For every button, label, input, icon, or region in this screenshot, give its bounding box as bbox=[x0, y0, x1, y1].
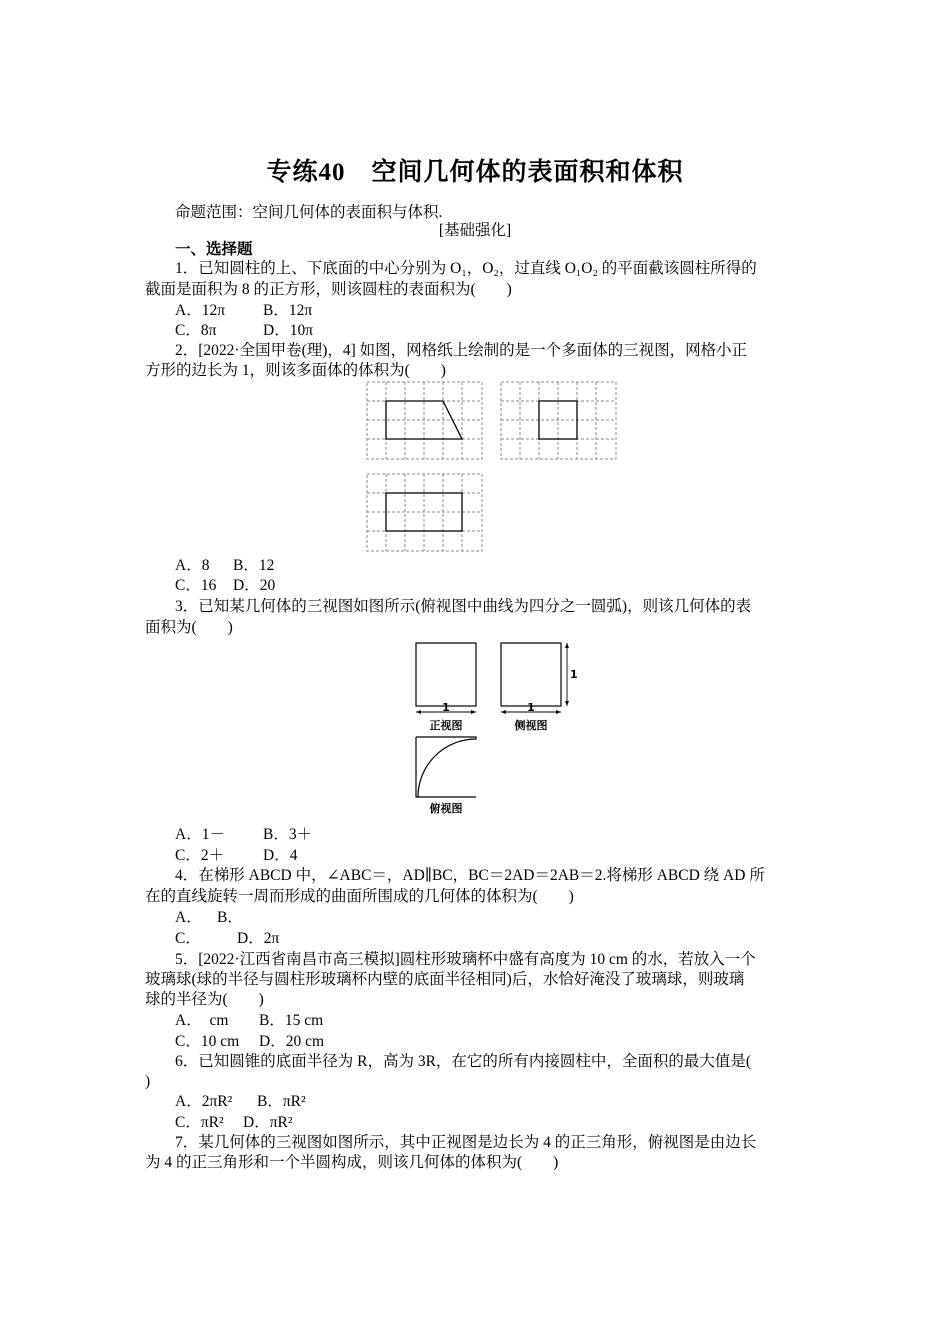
q1-option-a: A．12π bbox=[175, 302, 226, 319]
q1-option-c: C．8π bbox=[175, 322, 217, 339]
q3-option-c: C．2＋ bbox=[175, 847, 225, 864]
q7-line2: 为 4 的正三角形和一个半圆构成，则该几何体的体积为( ) bbox=[145, 1154, 559, 1171]
q2-side-view bbox=[501, 382, 616, 459]
q5-option-b: B．15 cm bbox=[259, 1012, 324, 1029]
q4-options-row1 bbox=[175, 908, 840, 928]
q6-option-a: A．2πR² bbox=[175, 1093, 233, 1110]
q2-front-view bbox=[367, 382, 482, 459]
q2-line1: 2．[2022·全国甲卷(理)，4] 如图，网格纸上绘制的是一个多面体的三视图，网格小正 bbox=[175, 342, 748, 359]
q6-option-b: B．πR² bbox=[257, 1093, 306, 1110]
q3-option-a: A．1－ bbox=[175, 826, 225, 843]
q5-options-row2 bbox=[175, 1032, 840, 1052]
q2-option-d: D．20 bbox=[233, 577, 276, 594]
q4-options-row2 bbox=[175, 929, 840, 949]
q7-line1: 7．某几何体的三视图如图所示，其中正视图是边长为 4 的正三角形，俯视图是由边长 bbox=[175, 1134, 757, 1151]
q1-options-row1 bbox=[175, 301, 840, 321]
page-title: 专练40 空间几何体的表面积和体积 bbox=[266, 159, 684, 186]
q2-line2: 方形的边长为 1，则该多面体的体积为( ) bbox=[145, 362, 446, 379]
q4-option-b: B． bbox=[217, 909, 243, 926]
q3-front-view bbox=[416, 643, 476, 732]
q3-top-label: 俯视图 bbox=[429, 802, 463, 815]
q3-front-dimension: 1 bbox=[442, 701, 450, 714]
q1-line1: 1．已知圆柱的上、下底面的中心分别为 O₁，O₂，过直线 O₁O₂ 的平面截该圆柱所得的 bbox=[175, 260, 757, 277]
q6-options-row2 bbox=[175, 1113, 840, 1133]
q5-option-c: C．10 cm bbox=[175, 1033, 240, 1050]
scope-label: 命题范围： bbox=[175, 204, 253, 221]
q2-top-view bbox=[367, 474, 482, 551]
q3-side-label: 侧视图 bbox=[514, 719, 548, 732]
q1-options-row2 bbox=[175, 321, 840, 341]
q5-options-row1 bbox=[175, 1011, 840, 1031]
q2-option-c: C．16 bbox=[175, 577, 217, 594]
q6-options-row1 bbox=[175, 1092, 840, 1112]
q3-height-dimension: 1 bbox=[570, 668, 578, 681]
section-heading: 一、选择题 bbox=[175, 241, 253, 258]
q1-line2: 截面是面积为 8 的正方形，则该圆柱的表面积为( ) bbox=[145, 281, 512, 298]
q5-option-a: A． cm bbox=[175, 1012, 229, 1029]
scope-text: 空间几何体的表面积与体积. bbox=[252, 204, 443, 221]
q6-option-c: C．πR² bbox=[175, 1114, 224, 1131]
q5-line1: 5．[2022·江西省南昌市高三模拟]圆柱形玻璃杯中盛有高度为 10 cm 的水，若放入一个 bbox=[175, 951, 756, 968]
q3-option-d: D．4 bbox=[263, 847, 298, 864]
q5-option-d: D．20 cm bbox=[259, 1033, 325, 1050]
q2-option-a: A．8 bbox=[175, 557, 210, 574]
q3-options-row1 bbox=[175, 825, 840, 845]
q3-front-label: 正视图 bbox=[429, 719, 463, 732]
q3-line1: 3．已知某几何体的三视图如图所示(俯视图中曲线为四分之一圆弧)，则该几何体的表 bbox=[175, 598, 752, 615]
q6-option-d: D．πR² bbox=[243, 1114, 293, 1131]
q5-line2: 玻璃球(球的半径与圆柱形玻璃杯内壁的底面半径相同)后，水恰好淹没了玻璃球，则玻璃 bbox=[145, 971, 745, 988]
q3-option-b: B．3＋ bbox=[263, 826, 313, 843]
q6-line2: ) bbox=[145, 1073, 151, 1090]
q3-line2: 面积为( ) bbox=[145, 619, 233, 636]
q3-side-dimension: 1 bbox=[527, 701, 535, 714]
q3-side-view bbox=[501, 643, 578, 732]
scope-line bbox=[175, 203, 840, 223]
q2-options-row2 bbox=[175, 576, 840, 596]
q5-line3: 球的半径为( ) bbox=[145, 991, 264, 1008]
q4-option-a: A． bbox=[175, 909, 202, 926]
q3-options-row2 bbox=[175, 846, 840, 866]
q2-options-row1 bbox=[175, 556, 840, 576]
section-tag: [基础强化] bbox=[438, 222, 512, 239]
q1-option-b: B．12π bbox=[263, 302, 313, 319]
q4-line1: 4．在梯形 ABCD 中，∠ABC＝，AD∥BC，BC＝2AD＝2AB＝2.将梯形 ABCD 绕 AD 所 bbox=[175, 867, 765, 884]
q4-line2: 在的直线旋转一周而形成的曲面所围成的几何体的体积为( ) bbox=[145, 888, 574, 905]
q1-option-d: D．10π bbox=[263, 322, 314, 339]
q4-option-d: D．2π bbox=[237, 930, 280, 947]
q3-top-view bbox=[416, 737, 476, 815]
q3-three-view-figure bbox=[410, 640, 578, 818]
q2-option-b: B．12 bbox=[233, 557, 275, 574]
q4-option-c: C． bbox=[175, 930, 201, 947]
q6-line1: 6．已知圆锥的底面半径为 R，高为 3R，在它的所有内接圆柱中，全面积的最大值是( bbox=[175, 1053, 752, 1070]
q2-three-view-figure bbox=[365, 380, 620, 555]
